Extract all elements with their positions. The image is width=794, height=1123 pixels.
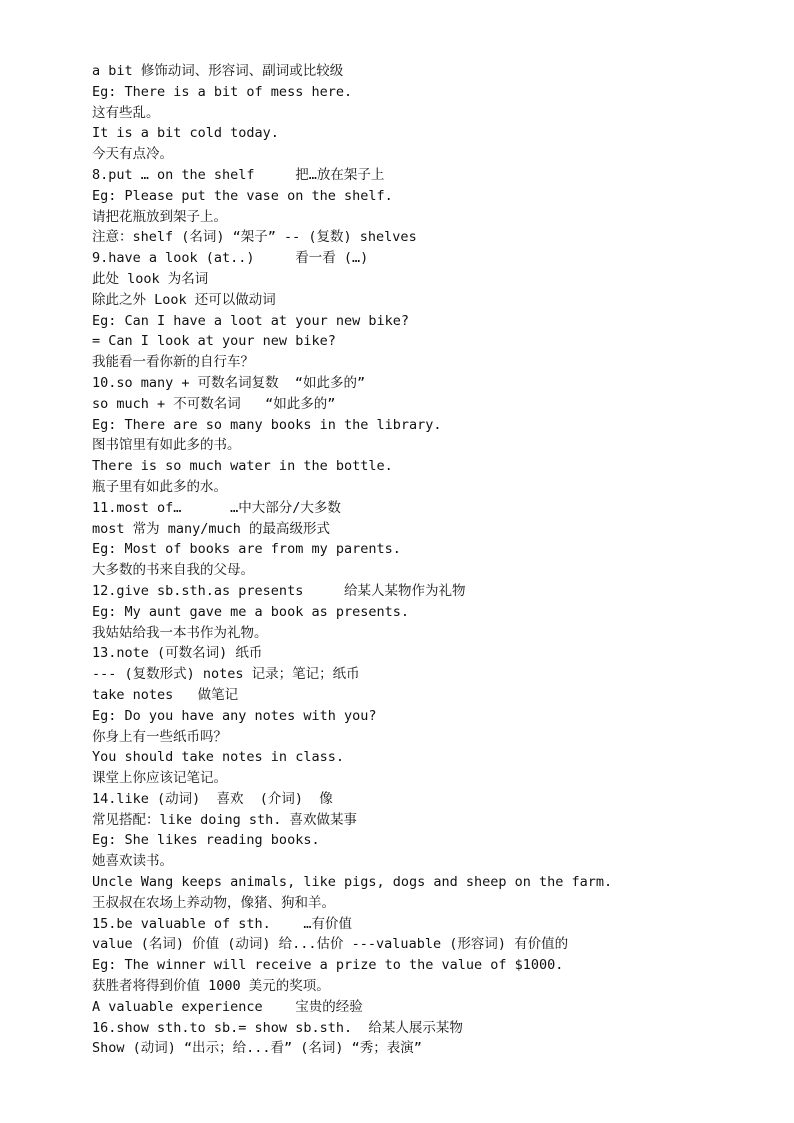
text-line: 课堂上你应该记笔记。 xyxy=(92,770,227,787)
text-line: 获胜者将得到价值 1000 美元的奖项。 xyxy=(92,978,330,995)
text-line: 瓶子里有如此多的水。 xyxy=(92,478,227,495)
text-line: 13.note (可数名词) 纸币 xyxy=(92,645,263,662)
text-line: 8.put … on the shelf 把…放在架子上 xyxy=(92,166,385,183)
text-line: Eg: Can I have a loot at your new bike? xyxy=(92,312,409,329)
document-page xyxy=(92,61,732,1059)
text-line: value (名词) 价值 (动词) 给...估价 ---valuable (形容词) 有价值的 xyxy=(92,936,569,953)
text-line: 除此之外 Look 还可以做动词 xyxy=(92,291,276,308)
text-line: There is so much water in the bottle. xyxy=(92,458,393,475)
text-line: 10.so many + 可数名词复数 “如此多的” xyxy=(92,374,366,391)
text-line: Eg: There are so many books in the library. xyxy=(92,416,442,433)
text-line: 此处 look 为名词 xyxy=(92,270,209,287)
text-line: --- (复数形式) notes 记录；笔记；纸币 xyxy=(92,666,360,683)
text-line: 注意：shelf (名词) “架子” -- (复数) shelves xyxy=(92,229,417,246)
text-line: 9.have a look (at..) 看一看 (…) xyxy=(92,250,369,267)
text-line: 今天有点冷。 xyxy=(92,146,173,163)
text-line: 常见搭配：like doing sth. 喜欢做某事 xyxy=(92,811,358,828)
text-line: A valuable experience 宝贵的经验 xyxy=(92,998,363,1015)
text-line: 大多数的书来自我的父母。 xyxy=(92,562,254,579)
text-line: 这有些乱。 xyxy=(92,104,160,121)
text-line: 11.most of… …中大部分/大多数 xyxy=(92,499,341,516)
text-line: a bit 修饰动词、形容词、副词或比较级 xyxy=(92,63,344,79)
text-line: You should take notes in class. xyxy=(92,749,344,766)
text-line: 14.like (动词) 喜欢 (介词) 像 xyxy=(92,790,333,807)
text-line: It is a bit cold today. xyxy=(92,125,279,142)
text-line: so much + 不可数名词 “如此多的” xyxy=(92,395,336,412)
text-line: 她喜欢读书。 xyxy=(92,853,173,870)
text-line: Eg: Most of books are from my parents. xyxy=(92,541,401,558)
text-line: 15.be valuable of sth. …有价值 xyxy=(92,915,352,932)
text-line: Eg: The winner will receive a prize to the value of $1000. xyxy=(92,957,564,974)
text-line: 请把花瓶放到架子上。 xyxy=(92,208,227,225)
text-line: Uncle Wang keeps animals, like pigs, dogs and sheep on the farm. xyxy=(92,874,613,891)
text-line: 你身上有一些纸币吗？ xyxy=(92,728,227,745)
text-line: Eg: Please put the vase on the shelf. xyxy=(92,187,393,204)
text-line: 12.give sb.sth.as presents 给某人某物作为礼物 xyxy=(92,582,466,599)
text-line: most 常为 many/much 的最高级形式 xyxy=(92,520,331,537)
text-line: Eg: She likes reading books. xyxy=(92,832,320,849)
text-line: Eg: Do you have any notes with you? xyxy=(92,707,377,724)
text-line: 16.show sth.to sb.= show sb.sth. 给某人展示某物 xyxy=(92,1019,463,1036)
text-line: 王叔叔在农场上养动物，像猪、狗和羊。 xyxy=(92,894,335,911)
text-line: Show (动词) “出示；给...看” (名词) “秀；表演” xyxy=(92,1040,422,1057)
text-line: take notes 做笔记 xyxy=(92,686,239,703)
text-line: 图书馆里有如此多的书。 xyxy=(92,437,241,454)
text-line: Eg: There is a bit of mess here. xyxy=(92,83,353,100)
text-line: = Can I look at your new bike? xyxy=(92,333,336,350)
text-line: 我姑姑给我一本书作为礼物。 xyxy=(92,624,268,641)
text-line: Eg: My aunt gave me a book as presents. xyxy=(92,603,409,620)
text-line: 我能看一看你新的自行车？ xyxy=(92,354,254,371)
